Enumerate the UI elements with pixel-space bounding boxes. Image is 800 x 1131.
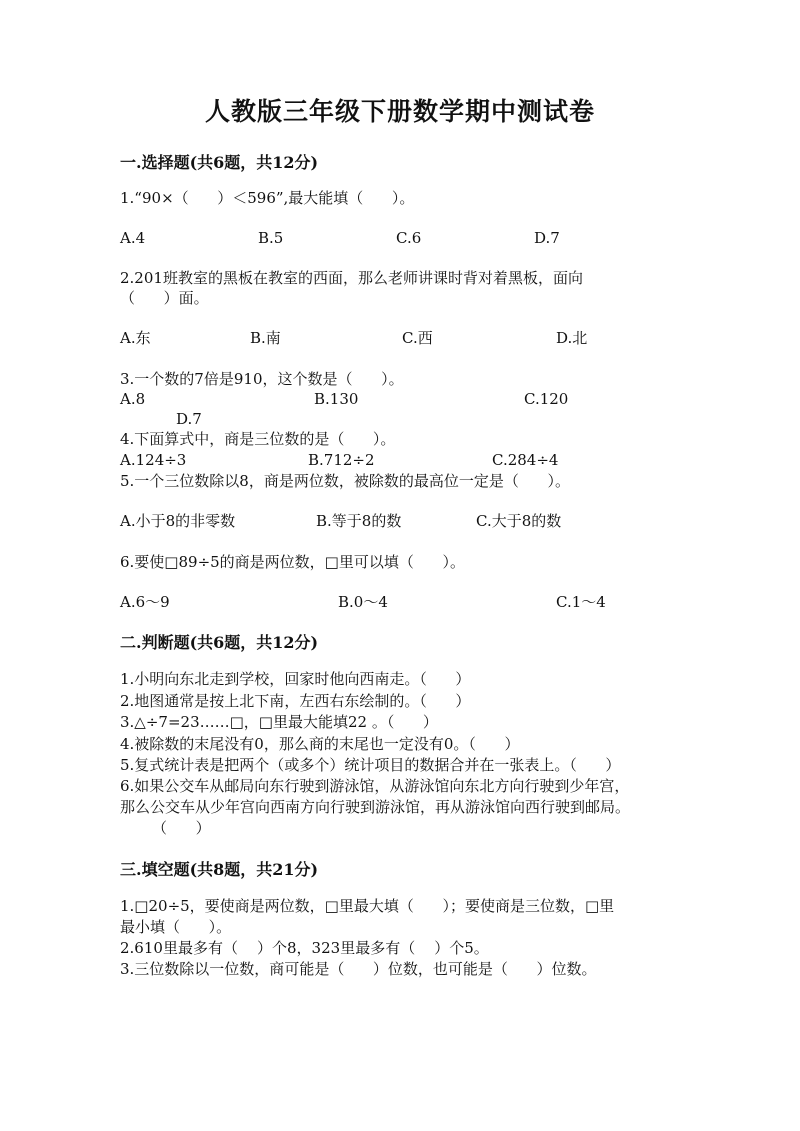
option-d: D.7 bbox=[534, 229, 560, 247]
question-text: 最小填（ ）。 bbox=[120, 918, 232, 936]
option-c: C.284÷4 bbox=[492, 451, 559, 469]
question-text: 1.□20÷5，要使商是两位数，□里最大填（ ）；要使商是三位数，□里 bbox=[120, 897, 615, 915]
question-text: 3.一个数的7倍是910，这个数是（ ）。 bbox=[120, 370, 404, 388]
option-d: D.北 bbox=[556, 329, 588, 347]
question-text: 3.△÷7=23……□，□里最大能填22 。（ ） bbox=[120, 713, 438, 731]
question-text: 2.610里最多有（ ）个8，323里最多有（ ）个5。 bbox=[120, 939, 489, 957]
option-c: C.1～4 bbox=[556, 593, 606, 611]
option-a: A.124÷3 bbox=[120, 451, 187, 469]
question-text: 3.三位数除以一位数，商可能是（ ）位数，也可能是（ ）位数。 bbox=[120, 960, 597, 978]
section-heading-choice: 一.选择题(共6题，共12分) bbox=[120, 153, 319, 172]
answer-blank: （ ） bbox=[152, 819, 211, 837]
option-a: A.东 bbox=[120, 329, 151, 347]
question-text: 4.被除数的末尾没有0，那么商的末尾也一定没有0。（ ） bbox=[120, 735, 520, 753]
option-b: B.等于8的数 bbox=[316, 512, 402, 530]
question-text: 6.如果公交车从邮局向东行驶到游泳馆，从游泳馆向东北方向行驶到少年宫， bbox=[120, 777, 630, 795]
option-a: A.6～9 bbox=[120, 593, 170, 611]
option-b: B.712÷2 bbox=[308, 451, 375, 469]
question-text: 1.小明向东北走到学校，回家时他向西南走。（ ） bbox=[120, 670, 471, 688]
option-c: C.西 bbox=[402, 329, 433, 347]
option-d: D.7 bbox=[176, 410, 202, 428]
question-text: 2.地图通常是按上北下南，左西右东绘制的。（ ） bbox=[120, 692, 471, 710]
option-b: B.130 bbox=[314, 390, 359, 408]
option-c: C.大于8的数 bbox=[476, 512, 562, 530]
question-text: 6.要使□89÷5的商是两位数，□里可以填（ ）。 bbox=[120, 553, 465, 571]
option-b: B.0～4 bbox=[338, 593, 388, 611]
option-a: A.小于8的非零数 bbox=[120, 512, 236, 530]
question-text: （ ）面。 bbox=[120, 289, 209, 307]
question-text: 4.下面算式中，商是三位数的是（ ）。 bbox=[120, 430, 396, 448]
question-text: 1.“90×（ ）＜596”,最大能填（ ）。 bbox=[120, 189, 415, 207]
question-text: 5.复式统计表是把两个（或多个）统计项目的数据合并在一张表上。（ ） bbox=[120, 756, 621, 774]
page-title: 人教版三年级下册数学期中测试卷 bbox=[204, 97, 595, 126]
question-text: 2.201班教室的黑板在教室的西面，那么老师讲课时背对着黑板，面向 bbox=[120, 269, 583, 287]
option-b: B.5 bbox=[258, 229, 284, 247]
section-heading-fill: 三.填空题(共8题，共21分) bbox=[120, 860, 319, 879]
option-a: A.8 bbox=[120, 390, 146, 408]
option-a: A.4 bbox=[120, 229, 146, 247]
section-heading-judgement: 二.判断题(共6题，共12分) bbox=[120, 633, 319, 652]
question-text: 5.一个三位数除以8，商是两位数，被除数的最高位一定是（ ）。 bbox=[120, 472, 570, 490]
option-c: C.120 bbox=[524, 390, 569, 408]
question-text: 那么公交车从少年宫向西南方向行驶到游泳馆，再从游泳馆向西行驶到邮局。 bbox=[120, 798, 631, 816]
option-c: C.6 bbox=[396, 229, 422, 247]
option-b: B.南 bbox=[250, 329, 281, 347]
